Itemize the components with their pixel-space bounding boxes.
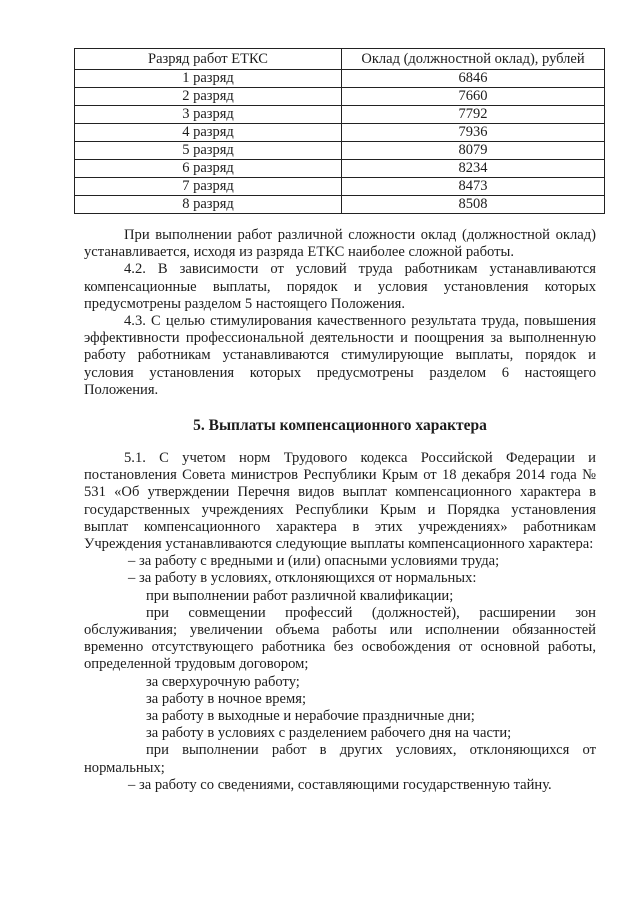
- grade-cell: 3 разряд: [75, 106, 342, 124]
- sub-item-5: за работу в выходные и нерабочие праздничные дни;: [146, 708, 475, 725]
- salary-grade-table: [74, 48, 605, 214]
- sub-item-6: за работу в условиях с разделением рабочего дня на части;: [146, 725, 512, 742]
- section-4-text: [84, 227, 596, 399]
- grade-cell: 5 разряд: [75, 142, 342, 160]
- table-row: [75, 70, 605, 88]
- grade-cell: 8 разряд: [75, 196, 342, 214]
- table-row: [75, 160, 605, 178]
- salary-cell: 6846: [342, 70, 605, 88]
- table-row: [75, 178, 605, 196]
- section-5-heading: 5. Выплаты компенсационного характера: [193, 417, 487, 434]
- table-row: [75, 142, 605, 160]
- table-row: [75, 88, 605, 106]
- grade-cell: 1 разряд: [75, 70, 342, 88]
- column-header-grade: Разряд работ ЕТКС: [75, 49, 342, 70]
- paragraph-oklad: При выполнении работ различной сложности оклад (должностной оклад) устанавливается, исходя из разряда ЕТКС наиболее сложной работы.: [84, 227, 596, 261]
- sub-item-3: за сверхурочную работу;: [146, 673, 300, 690]
- sub-item-2: при совмещении профессий (должностей), расширении зон обслуживания; увеличении объема работы или исполнении обязанностей временно отсутствующего работника без освобождения от основной работы, определенной трудовым договором;: [84, 604, 596, 673]
- salary-cell: 7792: [342, 106, 605, 124]
- paragraph-4-3: 4.3. С целью стимулирования качественного результата труда, повышения эффективности профессиональной деятельности и поощрения за выполненную работу работникам устанавливаются стимулирующие выплаты, порядок и условия установления которых предусмотрены разделом 6 настоящего Положения.: [84, 313, 596, 398]
- paragraph-4-2: 4.2. В зависимости от условий труда работникам устанавливаются компенсационные выплаты, порядок и условия установления которых предусмотрены разделом 5 настоящего Положения.: [84, 261, 596, 312]
- table-row: [75, 124, 605, 142]
- sub-item-7: при выполнении работ в других условиях, отклоняющихся от нормальных;: [84, 742, 596, 776]
- list-item-dash-2: – за работу в условиях, отклоняющихся от нормальных:: [128, 570, 477, 587]
- salary-cell: 8234: [342, 160, 605, 178]
- grade-cell: 6 разряд: [75, 160, 342, 178]
- salary-cell: 8473: [342, 178, 605, 196]
- list-item-dash-1: – за работу с вредными и (или) опасными условиями труда;: [128, 553, 500, 570]
- table-row: [75, 196, 605, 214]
- salary-cell: 7936: [342, 124, 605, 142]
- sub-item-1: при выполнении работ различной квалификации;: [146, 587, 454, 604]
- table-header-row: [75, 49, 605, 70]
- grade-cell: 4 разряд: [75, 124, 342, 142]
- column-header-salary: Оклад (должностной оклад), рублей: [342, 49, 605, 70]
- grade-cell: 2 разряд: [75, 88, 342, 106]
- sub-item-4: за работу в ночное время;: [146, 690, 307, 707]
- salary-cell: 8508: [342, 196, 605, 214]
- grade-cell: 7 разряд: [75, 178, 342, 196]
- salary-cell: 7660: [342, 88, 605, 106]
- section-5-text: [84, 450, 596, 794]
- list-item-dash-3: – за работу со сведениями, составляющими государственную тайну.: [128, 776, 552, 793]
- table-row: [75, 106, 605, 124]
- salary-cell: 8079: [342, 142, 605, 160]
- paragraph-5-1: 5.1. С учетом норм Трудового кодекса Российской Федерации и постановления Совета министров Республики Крым от 18 декабря 2014 года № 531 «Об утверждении Перечня видов выплат компенсационного характера в государственных учреждениях Республики Крым и Порядка установления выплат компенсационного характера в этих учреждениях» работникам Учреждения устанавливаются следующие выплаты компенсационного характера:: [84, 450, 596, 553]
